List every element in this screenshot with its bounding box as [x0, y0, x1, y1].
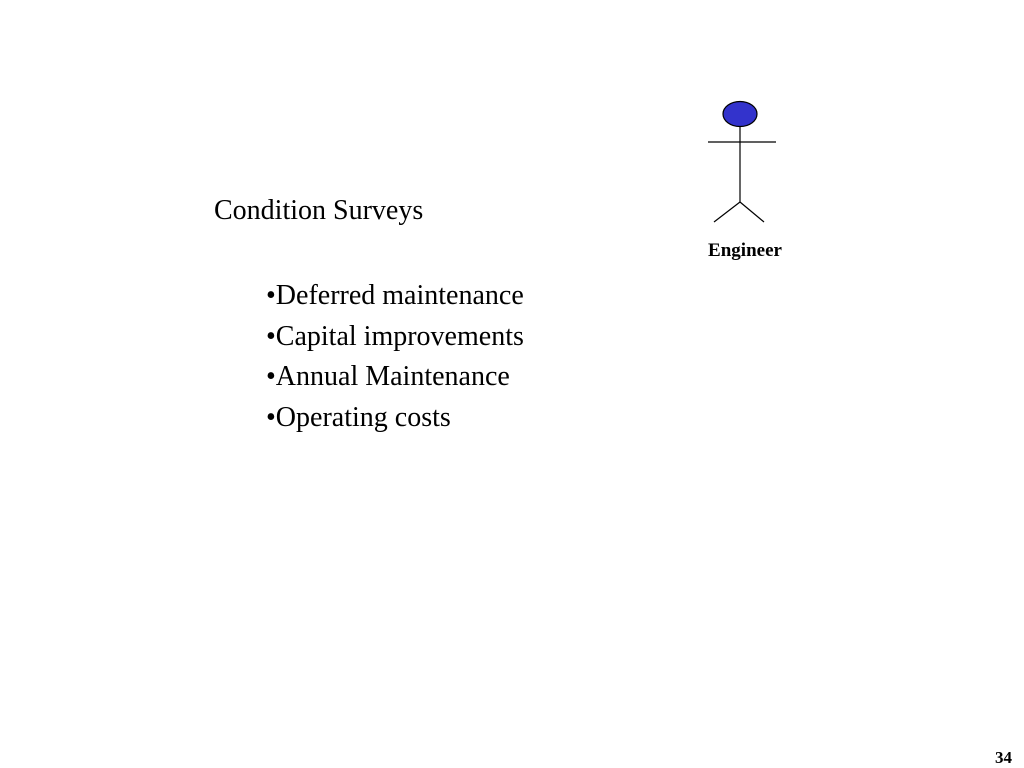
- bullet-item-operating-costs: •Operating costs: [266, 401, 451, 433]
- bullet-item-deferred-maintenance: •Deferred maintenance: [266, 280, 524, 311]
- slide-heading: Condition Surveys: [214, 195, 424, 226]
- actor-head: [723, 102, 757, 127]
- actor-left-leg: [714, 202, 740, 222]
- bullet-item-annual-maintenance: •Annual Maintenance: [266, 361, 510, 393]
- actor-right-leg: [740, 202, 764, 222]
- bullet-list: [266, 276, 524, 438]
- actor-label: Engineer: [708, 240, 782, 261]
- bullet-item-capital-improvements: •Capital improvements: [266, 320, 524, 352]
- page-number: 34: [995, 748, 1012, 767]
- stick-figure-icon: [700, 98, 784, 228]
